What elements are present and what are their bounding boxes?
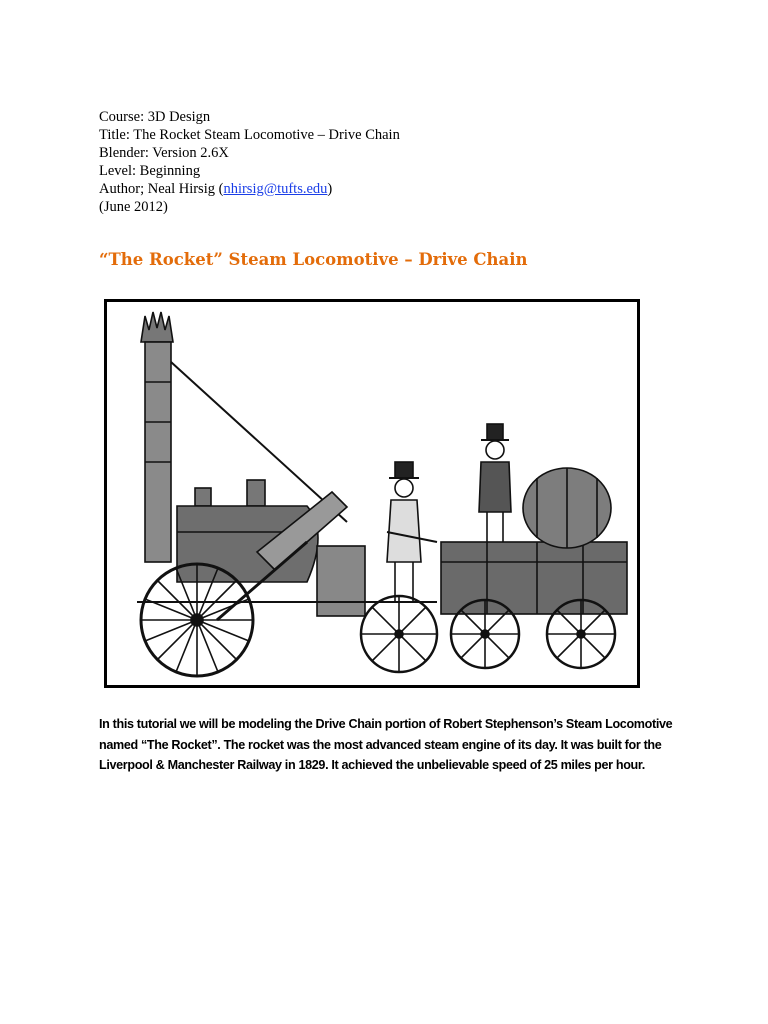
meta-title: Title: The Rocket Steam Locomotive – Drive Chain <box>99 127 400 143</box>
document-meta <box>99 108 400 216</box>
meta-course: Course: 3D Design <box>99 109 211 125</box>
barrel <box>523 468 611 548</box>
meta-blender: Blender: Version 2.6X <box>99 145 229 161</box>
tender-wheel-right <box>547 600 615 668</box>
meta-date: (June 2012) <box>99 199 168 215</box>
locomotive-illustration <box>107 302 637 685</box>
author-prefix: Author; Neal Hirsig ( <box>99 181 224 197</box>
tender-man-figure <box>479 424 511 542</box>
driving-wheel <box>141 564 253 676</box>
intro-paragraph: In this tutorial we will be modeling the Drive Chain portion of Robert Stephenson’s Steam Locomotive named “The Rocket”. The rocket was the most advanced steam engine of its day. It was built for the Liverpool & Manchester Railway in 1829. It achieved the unbelievable speed of 25 miles per hour. <box>99 717 673 772</box>
meta-author <box>99 180 400 198</box>
page-heading: “The Rocket” Steam Locomotive – Drive Chain <box>99 250 528 269</box>
tender-wheel-left <box>451 600 519 668</box>
author-email-link[interactable]: nhirsig@tufts.edu <box>223 181 328 197</box>
figure-frame <box>104 299 640 688</box>
rear-wheel <box>361 596 437 672</box>
chimney-crown <box>141 312 173 342</box>
author-suffix: ) <box>327 181 333 197</box>
fireman-figure <box>387 462 437 602</box>
firebox <box>317 546 365 616</box>
chimney <box>145 342 171 562</box>
meta-level: Level: Beginning <box>99 163 201 179</box>
